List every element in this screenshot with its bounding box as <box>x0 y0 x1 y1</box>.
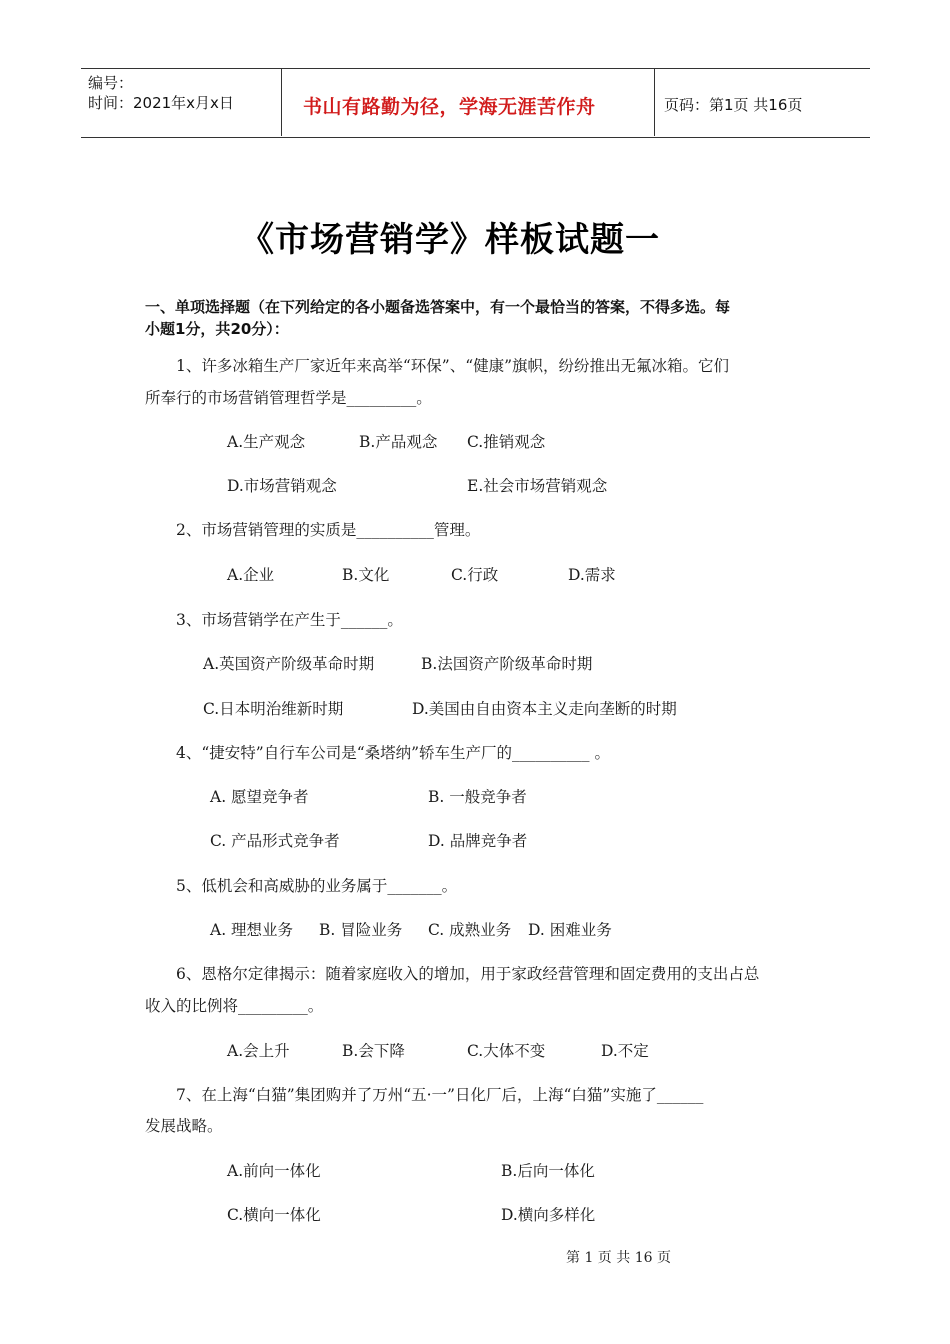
question-1-option-d: D.市场营销观念 <box>227 477 337 495</box>
question-2-text: 2、市场营销管理的实质是__________管理。 <box>176 521 481 539</box>
question-4-option-b: B. 一般竞争者 <box>428 788 527 806</box>
question-5-text: 5、低机会和高威胁的业务属于_______。 <box>176 877 458 895</box>
page-info: 页码：第1页 共16页 <box>664 96 803 114</box>
question-3-option-a: A.英国资产阶级革命时期 <box>203 655 375 673</box>
question-7-option-b: B.后向一体化 <box>501 1162 595 1180</box>
question-3-option-d: D.美国由自由资本主义走向垄断的时期 <box>412 700 677 718</box>
section-heading-line2: 小题1分，共20分）： <box>145 320 289 338</box>
question-1-option-e: E.社会市场营销观念 <box>467 477 608 495</box>
motto: 书山有路勤为径，学海无涯苦作舟 <box>303 96 596 118</box>
question-7-option-d: D.横向多样化 <box>501 1206 596 1224</box>
question-2-option-c: C.行政 <box>451 566 499 584</box>
question-6-option-d: D.不定 <box>601 1042 649 1060</box>
question-2-option-d: D.需求 <box>568 566 616 584</box>
question-7-option-a: A.前向一体化 <box>227 1162 321 1180</box>
question-5-option-b: B. 冒险业务 <box>319 921 403 939</box>
question-4-option-c: C. 产品形式竞争者 <box>210 832 340 850</box>
question-3-option-b: B.法国资产阶级革命时期 <box>421 655 593 673</box>
question-7-text-cont: 发展战略。 <box>145 1117 223 1135</box>
question-1-text-cont: 所奉行的市场营销管理哲学是_________。 <box>145 389 432 407</box>
question-1-option-a: A.生产观念 <box>227 433 306 451</box>
question-7-option-c: C.横向一体化 <box>227 1206 321 1224</box>
question-1-option-c: C.推销观念 <box>467 433 546 451</box>
question-2-option-a: A.企业 <box>227 566 275 584</box>
question-6-option-c: C.大体不变 <box>467 1042 546 1060</box>
section-heading-line1: 一、单项选择题（在下列给定的各小题备选答案中，有一个最恰当的答案，不得多选。每 <box>145 298 731 316</box>
page-footer: 第 1 页 共 16 页 <box>566 1250 671 1266</box>
question-5-option-d: D. 困难业务 <box>528 921 612 939</box>
question-2-option-b: B.文化 <box>342 566 390 584</box>
question-6-option-b: B.会下降 <box>342 1042 405 1060</box>
question-6-text: 6、恩格尔定律揭示：随着家庭收入的增加，用于家政经营管理和固定费用的支出占总 <box>176 965 760 983</box>
header-divider <box>654 68 655 136</box>
question-1-text: 1、许多冰箱生产厂家近年来高举“环保”、“健康”旗帜，纷纷推出无氟冰箱。它们 <box>176 357 730 375</box>
question-4-option-a: A. 愿望竞争者 <box>210 788 309 806</box>
page-title: 《市场营销学》样板试题一 <box>240 220 660 260</box>
header-divider <box>281 68 282 136</box>
question-4-option-d: D. 品牌竞争者 <box>428 832 528 850</box>
question-7-text: 7、在上海“白猫”集团购并了万州“五·一”日化厂后，上海“白猫”实施了______ <box>176 1086 704 1104</box>
question-5-option-c: C. 成熟业务 <box>428 921 512 939</box>
time-label: 时间：2021年x月x日 <box>88 94 234 112</box>
question-6-text-cont: 收入的比例将_________。 <box>145 997 324 1015</box>
serial-label: 编号： <box>88 74 134 92</box>
question-3-text: 3、市场营销学在产生于______。 <box>176 611 403 629</box>
question-6-option-a: A.会上升 <box>227 1042 290 1060</box>
question-4-text: 4、“捷安特”自行车公司是“桑塔纳”轿车生产厂的__________ 。 <box>176 744 610 762</box>
question-5-option-a: A. 理想业务 <box>210 921 294 939</box>
question-3-option-c: C.日本明治维新时期 <box>203 700 344 718</box>
question-1-option-b: B.产品观念 <box>359 433 438 451</box>
